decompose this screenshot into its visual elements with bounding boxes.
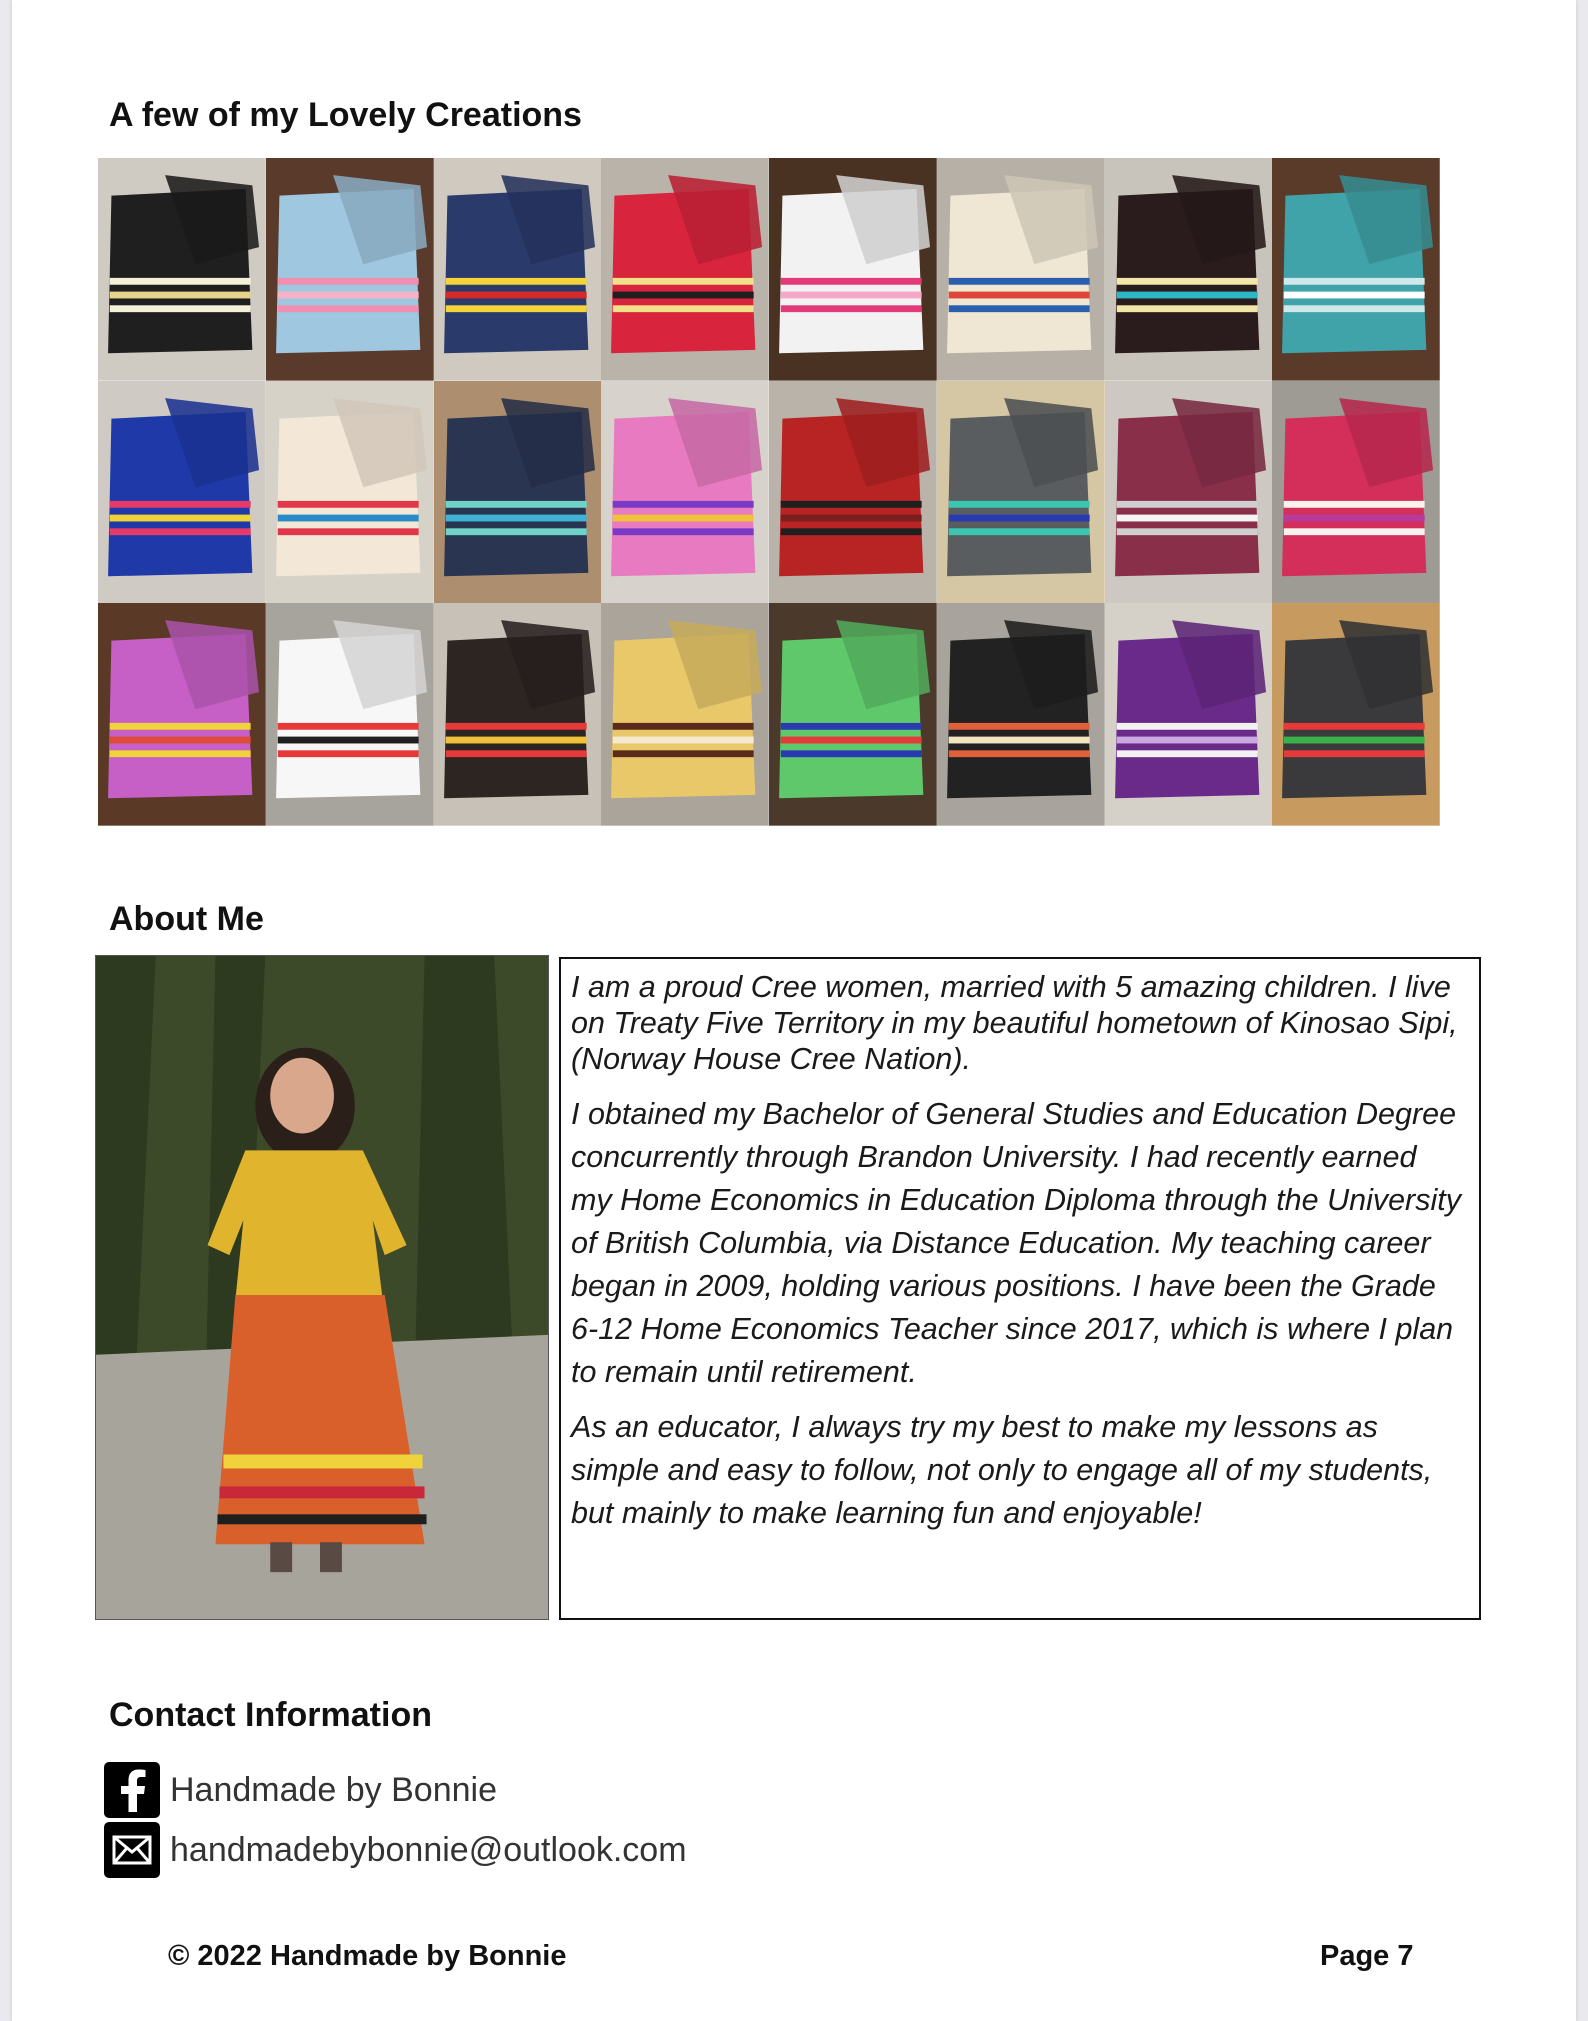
creation-photo — [266, 158, 434, 381]
creation-photo-image — [937, 603, 1105, 826]
creation-photo-image — [937, 158, 1105, 381]
creation-photo — [98, 381, 266, 604]
creation-photo — [601, 381, 769, 604]
contact-facebook[interactable] — [104, 1762, 497, 1818]
creation-photo-image — [1105, 158, 1273, 381]
facebook-icon — [104, 1762, 160, 1818]
creation-photo — [98, 603, 266, 826]
creation-photo — [434, 603, 602, 826]
creation-photo — [769, 603, 937, 826]
creation-photo-image — [769, 158, 937, 381]
creation-photo-image — [1105, 381, 1273, 604]
creation-photo — [1272, 381, 1440, 604]
creation-photo — [266, 381, 434, 604]
contact-heading: Contact Information — [109, 1696, 432, 1734]
author-photo — [95, 955, 549, 1620]
creation-photo-image — [1272, 158, 1440, 381]
creation-photo — [937, 158, 1105, 381]
creation-photo — [266, 603, 434, 826]
creation-photo — [434, 158, 602, 381]
creation-photo — [769, 158, 937, 381]
about-paragraph-3: As an educator, I always try my best to make my lessons as simple and easy to follow, not only to engage all of my students, but mainly to make learning fun and enjoyable! — [571, 1410, 1433, 1530]
about-paragraph-1: I am a proud Cree women, married with 5 amazing children. I live on Treaty Five Territory in my beautiful hometown of Kinosao Sipi, (Norway House Cree Nation). — [571, 970, 1458, 1076]
about-text-box — [559, 957, 1481, 1620]
mail-icon — [104, 1822, 160, 1878]
footer-page-number: Page 7 — [1320, 1940, 1414, 1972]
creation-photo — [601, 158, 769, 381]
creation-photo — [769, 381, 937, 604]
creation-photo-image — [266, 158, 434, 381]
creation-photo — [937, 381, 1105, 604]
creation-photo — [1105, 603, 1273, 826]
creation-photo — [1272, 603, 1440, 826]
creation-photo-image — [434, 158, 602, 381]
creation-photo-image — [98, 603, 266, 826]
creation-photo-image — [266, 603, 434, 826]
creation-photo — [937, 603, 1105, 826]
creation-photo-image — [1105, 603, 1273, 826]
creation-photo-image — [601, 381, 769, 604]
creation-photo-image — [1272, 603, 1440, 826]
creation-photo-image — [434, 381, 602, 604]
creation-photo-image — [937, 381, 1105, 604]
author-photo-image — [96, 956, 548, 1619]
about-heading: About Me — [109, 900, 264, 938]
footer-copyright: © 2022 Handmade by Bonnie — [168, 1940, 567, 1972]
creation-photo — [98, 158, 266, 381]
creation-photo — [1105, 381, 1273, 604]
creation-photo-image — [1272, 381, 1440, 604]
creation-photo-image — [98, 381, 266, 604]
facebook-label[interactable]: Handmade by Bonnie — [170, 1770, 498, 1809]
creations-gallery — [98, 158, 1440, 826]
creation-photo-image — [601, 603, 769, 826]
email-label[interactable]: handmadebybonnie@outlook.com — [170, 1830, 687, 1869]
contact-email[interactable] — [104, 1822, 687, 1878]
creations-heading: A few of my Lovely Creations — [109, 96, 582, 134]
document-page — [12, 0, 1576, 2021]
creation-photo-image — [98, 158, 266, 381]
creation-photo — [1105, 158, 1273, 381]
creation-photo-image — [266, 381, 434, 604]
creation-photo-image — [434, 603, 602, 826]
creation-photo — [434, 381, 602, 604]
creation-photo-image — [769, 381, 937, 604]
creation-photo — [1272, 158, 1440, 381]
creation-photo-image — [601, 158, 769, 381]
about-paragraph-2: I obtained my Bachelor of General Studies and Education Degree concurrently through Brandon University. I had recently earned my Home Economics in Education Diploma through the University of British Columbia, via Distance Education. My teaching career began in 2009, holding various positions. I have been the Grade 6-12 Home Economics Teacher since 2017, which is where I plan to remain until retirement. — [571, 1097, 1461, 1389]
creation-photo — [601, 603, 769, 826]
creation-photo-image — [769, 603, 937, 826]
